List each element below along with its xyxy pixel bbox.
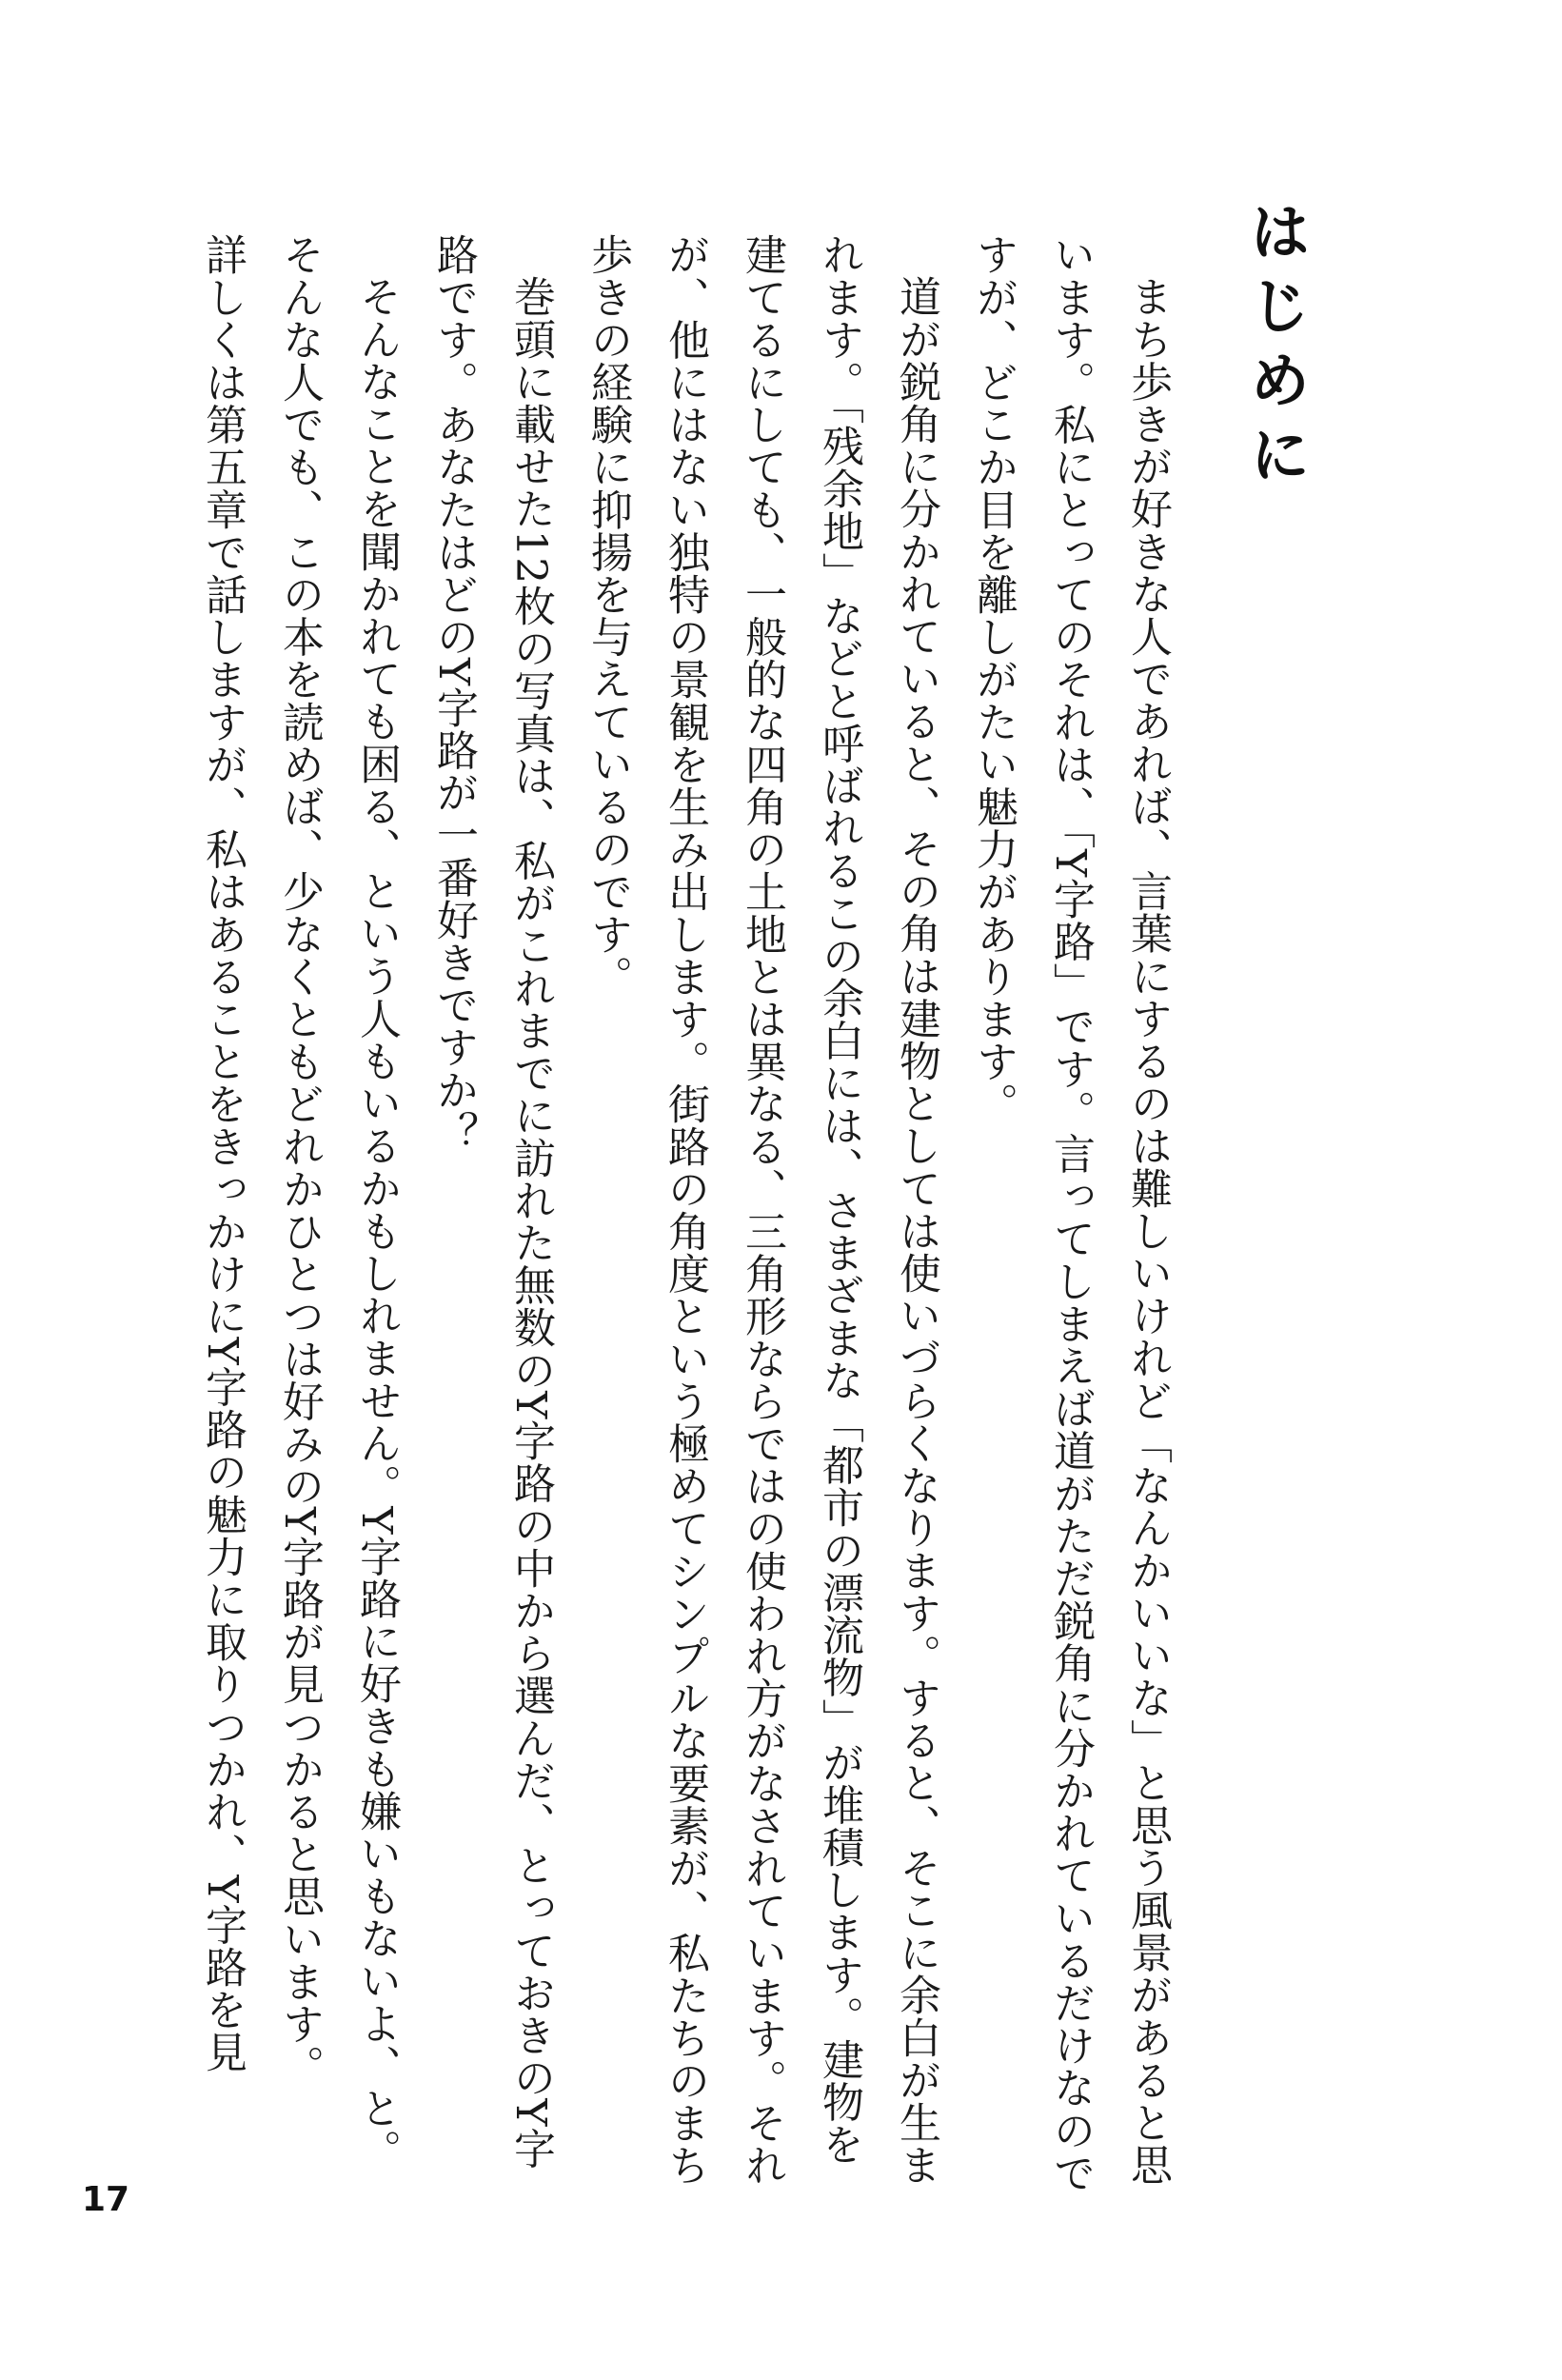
page-number: 17 [82, 2180, 130, 2219]
paragraph: そんなことを聞かれても困る、という人もいるかもしれません。Y字路に好きも嫌いもないよ、と。そんな人でも、この本を読めば、少なくともどれかひとつは好みのY字路が見つかると思います。 [275, 233, 401, 2172]
paragraph: 詳しくは第五章で話しますが、私はあることをきっかけにY字路の魅力に取りつかれ、Y字路を見 [198, 233, 247, 2073]
body-text [184, 233, 1186, 2194]
paragraph: まち歩きが好きな人であれば、言葉にするのは難しいけれど「なんかいいな」と思う風景があると思います。私にとってのそれは、「Y字路」です。言ってしまえば道がただ鋭角に分かれているだけなのですが、どこか目を離しがたい魅力があります。 [969, 233, 1172, 2194]
paragraph: 巻頭に載せた12枚の写真は、私がこれまでに訪れた無数のY字路の中から選んだ、とっておきのY字路です。あなたはどのY字路が一番好きですか？ [429, 233, 555, 2170]
paragraph: 道が鋭角に分かれていると、その角は建物としては使いづらくなります。すると、そこに余白が生まれます。「残余地」などと呼ばれるこの余白には、さまざまな「都市の漂流物」が堆積します。建物を建てるにしても、一般的な四角の土地とは異なる、三角形ならではの使われ方がなされています。それが、他にはない独特の景観を生み出します。街路の角度という極めてシンプルな要素が、私たちのまち歩きの経験に抑揚を与えているのです。 [583, 233, 940, 2187]
chapter-title: はじめに [1239, 200, 1310, 497]
